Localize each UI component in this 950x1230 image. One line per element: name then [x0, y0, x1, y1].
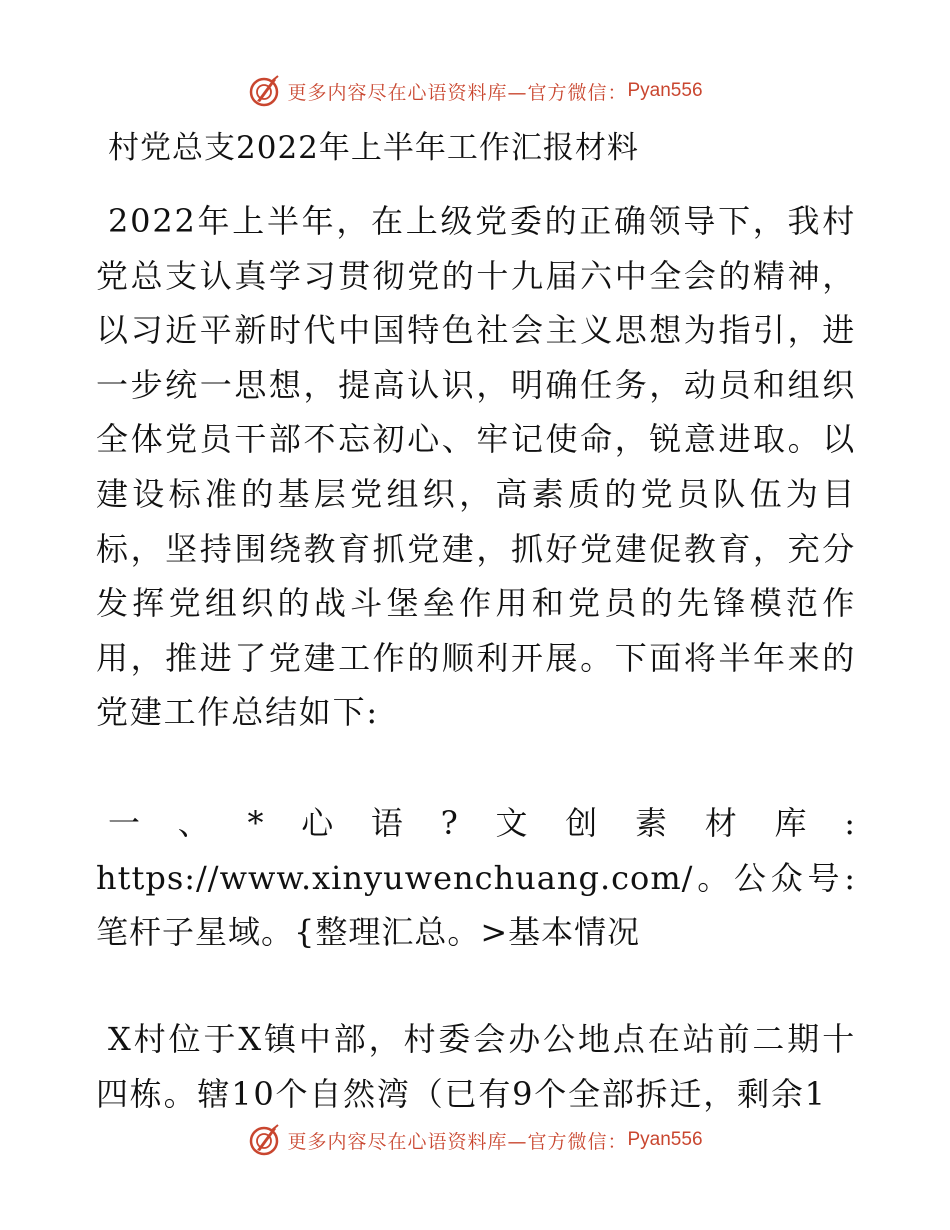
paragraph-section-heading: 一、*心语?文创素材库: https://www.xinyuwenchuang.com/。公众号: 笔杆子星域。{整理汇总。>基本情况	[96, 804, 856, 952]
quill-logo-icon	[247, 74, 281, 108]
paragraph-village-info: X村位于X镇中部，村委会办公地点在站前二期十四栋。辖10个自然湾（已有9个全部拆迁，剩余1	[96, 1020, 856, 1113]
watermark-wechat-id: Pyan556	[627, 80, 703, 101]
paragraph-intro: 2022年上半年，在上级党委的正确领导下，我村党总支认真学习贯彻党的十九届六中全会的精神，以习近平新时代中国特色社会主义思想为指引，进一步统一思想，提高认识，明确任务，动员和组织全体党员干部不忘初心、牢记使命，锐意进取。以建设标准的基层党组织，高素质的党员队伍为目标，坚持围绕教育抓党建，抓好党建促教育，充分发挥党组织的战斗堡垒作用和党员的先锋模范作用，推进了党建工作的顺利开展。下面将半年来的党建工作总结如下:	[96, 202, 856, 732]
watermark-banner-top	[0, 71, 950, 111]
watermark-text: 更多内容尽在心语资料库—官方微信：	[287, 1130, 628, 1153]
watermark-banner-bottom	[0, 1120, 950, 1160]
watermark-wechat-id: Pyan556	[627, 1129, 703, 1150]
quill-logo-icon	[247, 1123, 281, 1157]
document-title: 村党总支2022年上半年工作汇报材料	[108, 130, 639, 166]
watermark-text: 更多内容尽在心语资料库—官方微信：	[287, 81, 628, 104]
